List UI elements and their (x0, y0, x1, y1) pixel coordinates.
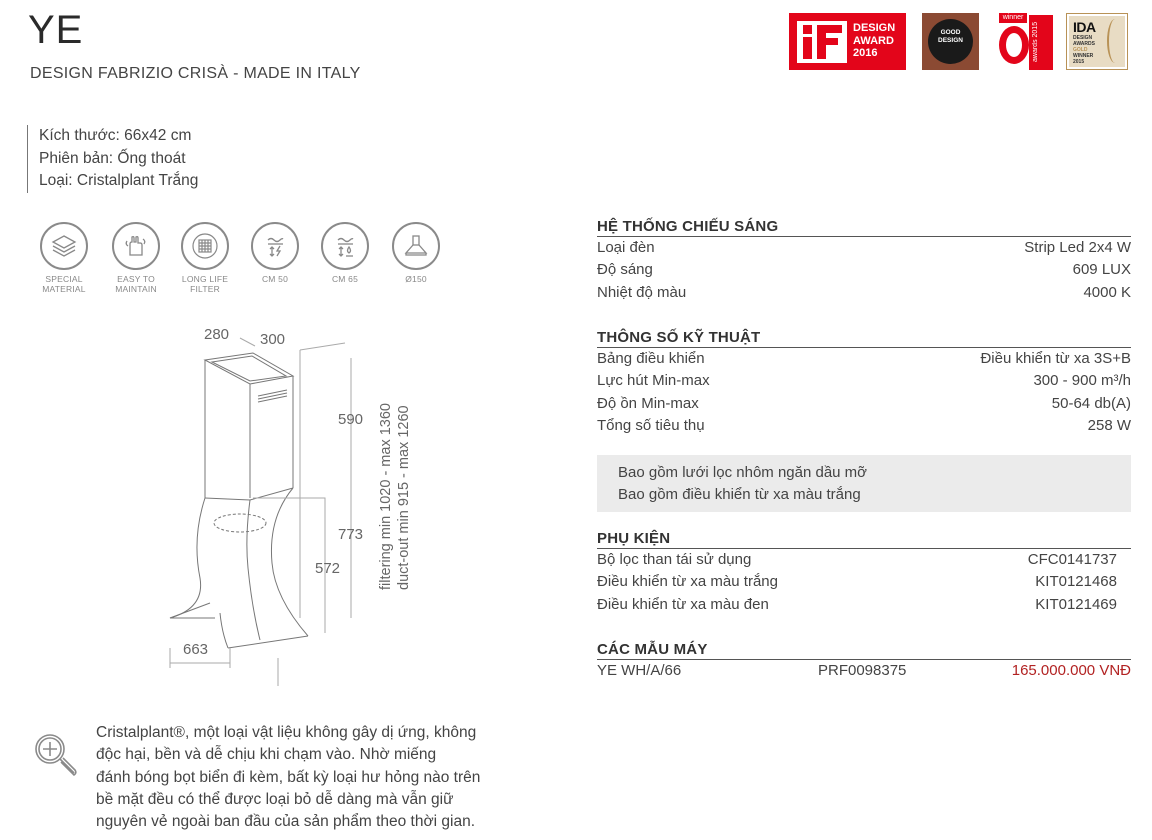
description-line: đánh bóng bọt biển đi kèm, bất kỳ loại hư hỏng nào trên (96, 768, 481, 786)
spec-row (597, 237, 1131, 259)
dim-663: 663 (183, 641, 209, 658)
description-line: độc hại, bền và dễ chịu khi chạm vào. Nhờ miếng (96, 746, 437, 764)
accessory-code: CFC0141737 (1027, 551, 1117, 568)
spec-value: 300 - 900 m³/h (1033, 372, 1131, 390)
accessory-row (597, 571, 1131, 593)
feature-easy-to-maintain (101, 222, 171, 294)
spec-row (597, 370, 1131, 392)
if-logo-icon (797, 21, 847, 63)
feature-special-material (29, 222, 99, 294)
spec-key: Độ ồn Min-max (597, 394, 699, 412)
spec-row (597, 348, 1131, 370)
info-version: Phiên bản: Ống thoát (39, 149, 186, 167)
feature-label: SPECIAL (45, 274, 83, 284)
feature-label: EASY TO (117, 274, 155, 284)
ida-award-badge (1066, 13, 1128, 70)
red-dot-award-badge (997, 13, 1054, 70)
product-subtitle: DESIGN FABRIZIO CRISÀ - MADE IN ITALY (30, 65, 361, 82)
ida-title: IDA (1073, 19, 1096, 35)
feature-label: LONG LIFE (181, 274, 229, 284)
spec-key: Độ sáng (597, 261, 653, 279)
feature-label: MATERIAL (42, 284, 86, 294)
cm50-icon (251, 222, 299, 270)
cm65-icon (321, 222, 369, 270)
feature-cm50 (240, 222, 310, 284)
accessories-section (597, 530, 1131, 616)
dim-filtering-range: filtering min 1020 - max 1360 (378, 403, 394, 590)
duct-diameter-icon (392, 222, 440, 270)
info-type: Loại: Cristalplant Trắng (39, 172, 199, 189)
good-design-line1: GOOD (940, 29, 961, 36)
spec-value: 258 W (1087, 416, 1131, 434)
accessories-heading: PHỤ KIỆN (597, 530, 1131, 549)
product-title: YE (28, 8, 84, 52)
good-design-line2: DESIGN (938, 37, 963, 44)
specs-section (597, 329, 1131, 437)
model-name: YE WH/A/66 (597, 662, 682, 679)
accessory-name: Điều khiển từ xa màu đen (597, 595, 769, 613)
accessory-name: Bộ lọc than tái sử dụng (597, 551, 752, 568)
award-badges (789, 13, 1129, 71)
spec-row (597, 259, 1131, 281)
spec-key: Bảng điều khiển (597, 350, 705, 367)
dim-572: 572 (315, 560, 341, 577)
feature-label: CM 65 (331, 274, 359, 284)
spec-value: Điều khiển từ xa 3S+B (980, 350, 1131, 367)
note-line: Bao gồm điều khiển từ xa màu trắng (618, 486, 861, 503)
feature-label: Ø150 (405, 274, 427, 284)
if-award-text: DESIGN AWARD 2016 (853, 22, 896, 59)
zoom-plus-icon (32, 731, 80, 784)
accessory-code: KIT0121468 (1035, 573, 1117, 591)
spec-key: Nhiệt độ màu (597, 283, 687, 301)
layers-icon (40, 222, 88, 270)
info-size: Kích thước: 66x42 cm (39, 127, 192, 144)
models-heading: CÁC MẪU MÁY (597, 641, 1131, 660)
ida-subtext: DESIGN AWARDS GOLD WINNER 2015 (1073, 35, 1095, 65)
accessory-row (597, 594, 1131, 616)
model-price: 165.000.000 VNĐ (1011, 662, 1131, 679)
dim-590: 590 (338, 411, 364, 428)
feature-label: CM 50 (261, 274, 289, 284)
spec-key: Loại đèn (597, 239, 655, 256)
feature-long-life-filter (170, 222, 240, 294)
dim-280: 280 (204, 326, 230, 343)
spec-value: Strip Led 2x4 W (1024, 239, 1131, 256)
dim-773: 773 (338, 526, 364, 543)
feature-label: MAINTAIN (115, 284, 157, 294)
dim-300: 300 (260, 331, 286, 348)
accessory-row (597, 549, 1131, 571)
dim-ductout-range: duct-out min 915 - max 1260 (396, 405, 412, 590)
spec-row (597, 393, 1131, 415)
accessory-name: Điều khiển từ xa màu trắng (597, 573, 778, 591)
filter-icon (181, 222, 229, 270)
models-section (597, 641, 1131, 682)
feature-cm65 (310, 222, 380, 284)
feature-duct-diameter (381, 222, 451, 284)
red-dot-year-label: awards 2015 (1032, 21, 1039, 63)
material-description (96, 722, 536, 833)
spec-row (597, 415, 1131, 437)
red-dot-icon (999, 26, 1029, 64)
spec-value: 50-64 db(A) (1051, 394, 1131, 412)
spec-row (597, 282, 1131, 304)
good-design-badge (922, 13, 979, 70)
hood-dimension-drawing (150, 318, 450, 690)
feature-label: FILTER (190, 284, 220, 294)
included-items-note (597, 455, 1131, 512)
hand-wipe-icon (112, 222, 160, 270)
description-line: nguyên vẻ ngoài ban đầu của sản phẩm theo thời gian. (96, 813, 476, 831)
red-dot-winner-label: winner (999, 13, 1027, 23)
model-code: PRF0098375 (818, 662, 907, 679)
accessory-code: KIT0121469 (1035, 595, 1117, 613)
specs-heading: THÔNG SỐ KỸ THUẬT (597, 329, 1131, 348)
if-design-award-badge (789, 13, 906, 70)
spec-value: 609 LUX (1072, 261, 1131, 279)
spec-key: Lực hút Min-max (597, 372, 710, 390)
description-line: bề mặt đều có thể được loại bỏ dễ dàng mà vẫn giữ (96, 790, 454, 808)
note-line: Bao gồm lưới lọc nhôm ngăn dầu mỡ (618, 464, 868, 481)
lighting-section (597, 218, 1131, 304)
ida-arc-icon (1107, 19, 1123, 63)
technical-drawing (150, 318, 450, 695)
spec-key: Tổng số tiêu thụ (597, 416, 705, 434)
model-row (597, 660, 1131, 682)
description-line: Cristalplant®, một loại vật liệu không gây dị ứng, không (96, 724, 477, 741)
spec-value: 4000 K (1083, 283, 1131, 301)
lighting-heading: HỆ THỐNG CHIẾU SÁNG (597, 218, 1131, 237)
product-info (27, 125, 198, 193)
